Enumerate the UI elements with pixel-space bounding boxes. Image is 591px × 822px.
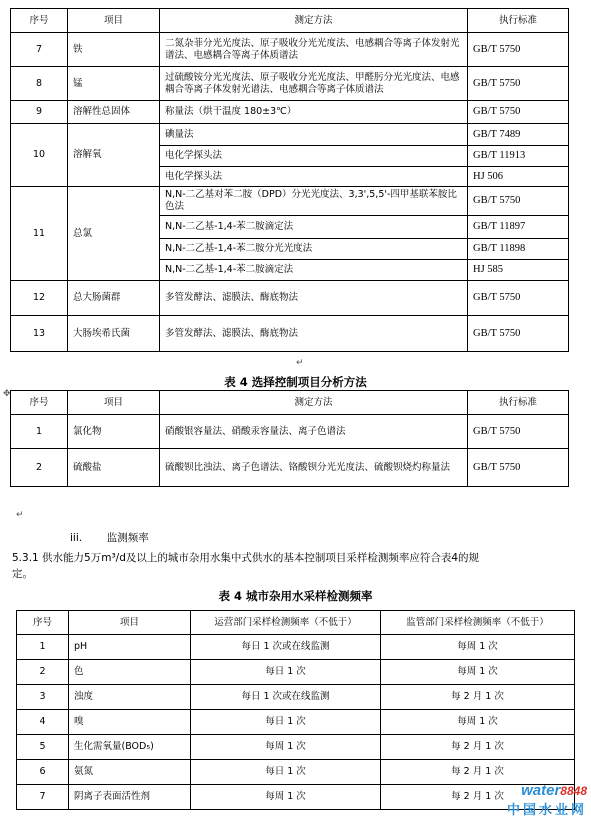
- row-standard: GB/T 5750: [468, 281, 569, 316]
- row-operator-frequency: 每日 1 次: [191, 660, 381, 685]
- table-row: [17, 785, 575, 810]
- row-method: 二氮杂菲分光光度法、原子吸收分光光度法、电感耦合等离子体发射光谱法、电感耦合等离子体质谱法: [160, 33, 468, 67]
- header-serial: 序号: [11, 9, 68, 33]
- row-serial: 12: [11, 281, 68, 316]
- row-item: 嗅: [69, 710, 191, 735]
- row-item: pH: [69, 635, 191, 660]
- row-serial: 11: [11, 187, 68, 281]
- row-standard: GB/T 7489: [468, 124, 569, 146]
- row-item: 氨氮: [69, 760, 191, 785]
- row-item: 大肠埃希氏菌: [68, 316, 160, 352]
- row-serial: 8: [11, 67, 68, 101]
- header-operator-frequency: 运营部门采样检测频率（不低于）: [191, 611, 381, 635]
- header-standard: 执行标准: [468, 391, 569, 415]
- table3-caption: 表 4 城市杂用水采样检测频率: [218, 589, 373, 603]
- header-supervisor-frequency: 监管部门采样检测频率（不低于）: [381, 611, 575, 635]
- row-item: 色: [69, 660, 191, 685]
- row-operator-frequency: 每周 1 次: [191, 735, 381, 760]
- row-supervisor-frequency: 每 2 月 1 次: [381, 785, 575, 810]
- table-row: [17, 685, 575, 710]
- row-standard: HJ 585: [468, 260, 569, 281]
- table-row: [17, 760, 575, 785]
- table-header-row: [11, 9, 569, 33]
- table-row: [11, 67, 569, 101]
- table-row: [17, 735, 575, 760]
- row-serial: 3: [17, 685, 69, 710]
- row-item: 硫酸盐: [68, 449, 160, 487]
- paragraph-5-3-1-line1: 5.3.1 供水能力5万m³/d及以上的城市杂用水集中式供水的基本控制项目采样检测频率应符合表4的规: [12, 552, 480, 564]
- header-item: 项目: [69, 611, 191, 635]
- row-item: 溶解性总固体: [68, 101, 160, 124]
- table-row: [11, 449, 569, 487]
- row-supervisor-frequency: 每周 1 次: [381, 635, 575, 660]
- table-row: [11, 281, 569, 316]
- row-serial: 4: [17, 710, 69, 735]
- row-item: 阴离子表面活性剂: [69, 785, 191, 810]
- header-item: 项目: [68, 9, 160, 33]
- row-standard: GB/T 5750: [468, 67, 569, 101]
- row-serial: 7: [17, 785, 69, 810]
- watermark-brand-b: 8848: [560, 784, 587, 798]
- row-method: 硫酸钡比浊法、离子色谱法、铬酸钡分光光度法、硫酸钡烧灼称量法: [160, 449, 468, 487]
- sampling-frequency-table: [16, 610, 575, 810]
- table-row: [17, 660, 575, 685]
- watermark-brand-a: water: [521, 782, 561, 799]
- table-row: [11, 124, 569, 146]
- row-operator-frequency: 每周 1 次: [191, 785, 381, 810]
- row-item: 铁: [68, 33, 160, 67]
- table-row: [11, 101, 569, 124]
- row-supervisor-frequency: 每周 1 次: [381, 710, 575, 735]
- row-method: 电化学探头法: [160, 146, 468, 167]
- site-watermark-logo: [507, 782, 587, 818]
- paragraph-mark: ↵: [296, 358, 304, 368]
- row-serial: 10: [11, 124, 68, 187]
- row-operator-frequency: 每日 1 次: [191, 710, 381, 735]
- row-standard: GB/T 11898: [468, 239, 569, 260]
- table-row: [17, 710, 575, 735]
- row-item: 溶解氧: [68, 124, 160, 187]
- row-standard: GB/T 11897: [468, 216, 569, 239]
- row-operator-frequency: 每日 1 次或在线监测: [191, 685, 381, 710]
- row-method: N,N-二乙基-1,4-苯二胺滴定法: [160, 260, 468, 281]
- row-standard: GB/T 5750: [468, 187, 569, 216]
- row-method: 硝酸银容量法、硝酸汞容量法、离子色谱法: [160, 415, 468, 449]
- header-method: 测定方法: [160, 391, 468, 415]
- row-standard: GB/T 5750: [468, 415, 569, 449]
- row-standard: HJ 506: [468, 167, 569, 187]
- table-row: [11, 187, 569, 216]
- paragraph-mark: ↵: [16, 510, 24, 520]
- row-serial: 2: [11, 449, 68, 487]
- row-standard: GB/T 11913: [468, 146, 569, 167]
- row-serial: 1: [17, 635, 69, 660]
- table-row: [11, 33, 569, 67]
- row-method: N,N-二乙基对苯二胺（DPD）分光光度法、3,3',5,5'-四甲基联苯胺比色法: [160, 187, 468, 216]
- row-item: 氯化物: [68, 415, 160, 449]
- paragraph-5-3-1-line2: 定。: [12, 568, 33, 580]
- row-serial: 6: [17, 760, 69, 785]
- row-standard: GB/T 5750: [468, 101, 569, 124]
- section-heading-text: 监测频率: [106, 532, 149, 544]
- row-standard: GB/T 5750: [468, 316, 569, 352]
- header-serial: 序号: [11, 391, 68, 415]
- header-serial: 序号: [17, 611, 69, 635]
- row-serial: 7: [11, 33, 68, 67]
- row-method: N,N-二乙基-1,4-苯二胺滴定法: [160, 216, 468, 239]
- row-serial: 9: [11, 101, 68, 124]
- row-operator-frequency: 每日 1 次: [191, 760, 381, 785]
- row-method: 多管发酵法、滤膜法、酶底物法: [160, 316, 468, 352]
- row-serial: 13: [11, 316, 68, 352]
- row-supervisor-frequency: 每 2 月 1 次: [381, 685, 575, 710]
- row-method: 称量法（烘干温度 180±3℃）: [160, 101, 468, 124]
- table-move-handle-icon[interactable]: ✥: [3, 389, 11, 399]
- row-item: 生化需氧量(BOD₅): [69, 735, 191, 760]
- table-row: [11, 415, 569, 449]
- row-item: 锰: [68, 67, 160, 101]
- section-heading-number: iii.: [70, 532, 83, 544]
- watermark-brand-cn: 中国水业网: [506, 803, 587, 818]
- table-row: [11, 316, 569, 352]
- row-method: N,N-二乙基-1,4-苯二胺分光光度法: [160, 239, 468, 260]
- row-item: 总氯: [68, 187, 160, 281]
- header-item: 项目: [68, 391, 160, 415]
- row-item: 浊度: [69, 685, 191, 710]
- row-method: 过硫酸铵分光光度法、原子吸收分光光度法、甲醛肟分光光度法、电感耦合等离子体发射光谱法、电感耦合等离子体质谱法: [160, 67, 468, 101]
- row-standard: GB/T 5750: [468, 33, 569, 67]
- selected-items-methods-table: [10, 390, 569, 487]
- row-method: 碘量法: [160, 124, 468, 146]
- row-serial: 1: [11, 415, 68, 449]
- row-supervisor-frequency: 每周 1 次: [381, 660, 575, 685]
- section-heading: [70, 530, 149, 545]
- table-header-row: [17, 611, 575, 635]
- row-serial: 5: [17, 735, 69, 760]
- table2-caption: 表 4 选择控制项目分析方法: [224, 375, 367, 389]
- row-item: 总大肠菌群: [68, 281, 160, 316]
- header-method: 测定方法: [160, 9, 468, 33]
- row-supervisor-frequency: 每 2 月 1 次: [381, 735, 575, 760]
- row-operator-frequency: 每日 1 次或在线监测: [191, 635, 381, 660]
- table-row: [17, 635, 575, 660]
- analysis-methods-table-continued: [10, 8, 569, 352]
- row-supervisor-frequency: 每 2 月 1 次: [381, 760, 575, 785]
- row-standard: GB/T 5750: [468, 449, 569, 487]
- row-serial: 2: [17, 660, 69, 685]
- row-method: 多管发酵法、滤膜法、酶底物法: [160, 281, 468, 316]
- row-method: 电化学探头法: [160, 167, 468, 187]
- table-header-row: [11, 391, 569, 415]
- header-standard: 执行标准: [468, 9, 569, 33]
